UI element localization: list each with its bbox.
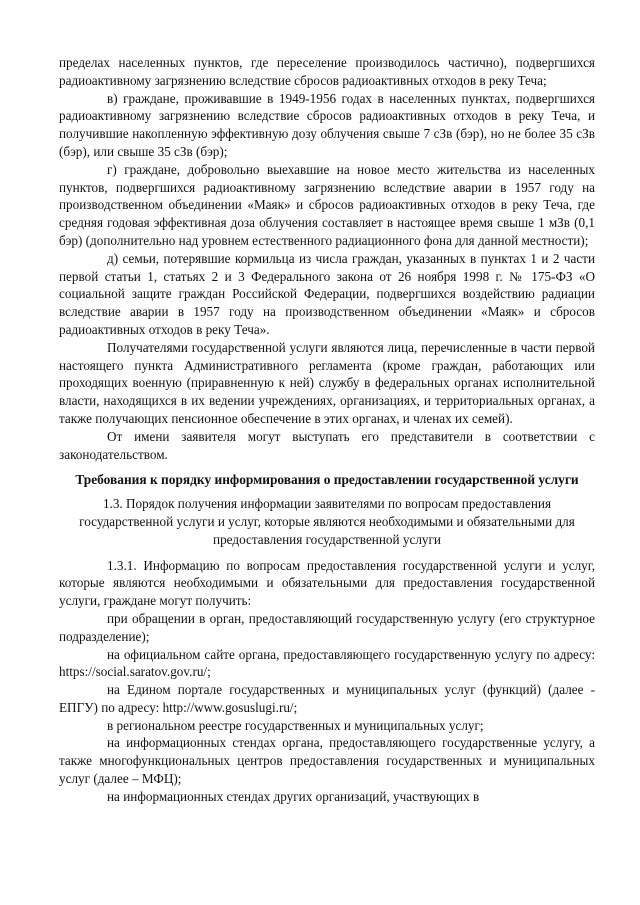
paragraph-1-3-1: 1.3.1. Информацию по вопросам предоставления государственной услуги и услуг, которые являются необходимыми и обязательными для предоставления государственной услуги, граждане могут получить: bbox=[59, 557, 595, 609]
paragraph-item-v: в) граждане, проживавшие в 1949-1956 годах в населенных пунктах, подвергшихся радиоактивному загрязнению вследствие сбросов радиоактивных отходов в реку Теча, и получившие накопленную эффективную дозу облучения свыше 7 сЗв (бэр), но не более 35 сЗв (бэр), или свыше 35 сЗв (бэр); bbox=[59, 90, 595, 159]
list-item-official-site: на официальном сайте органа, предоставляющего государственную услугу по адресу: https://social.saratov.gov.ru/; bbox=[59, 646, 595, 680]
section-heading: Требования к порядку информирования о предоставлении государственной услуги bbox=[75, 472, 579, 488]
list-item-epgu: на Едином портале государственных и муниципальных услуг (функций) (далее - ЕПГУ) по адресу: http://www.gosuslugi.ru/; bbox=[59, 682, 595, 715]
list-item-regional-registry: в региональном реестре государственных и муниципальных услуг; bbox=[107, 717, 484, 733]
paragraph-recipients: Получателями государственной услуги являются лица, перечисленные в части первой настоящего пункта Административного регламента (кроме граждан, работающих или проходящих военную (приравненную к ней) службу в федеральных органах исполнительной власти, находящихся в их ведении учреждениях, организациях, и территориальных органах, а также получающих пенсионное обеспечение в этих органах, и членах их семей). bbox=[59, 339, 595, 426]
paragraph-item-g: г) граждане, добровольно выехавшие на новое место жительства из населенных пунктов, подвергшихся радиоактивному загрязнению вследствие аварии в 1957 году на производственном объединении «Маяк» и сбросов радиоактивных отходов в реку Теча, где средняя годовая эффективная доза облучения составляет в настоящее время свыше 1 мЗв (0,1 бэр) (дополнительно над уровнем естественного радиационного фона для данной местности); bbox=[59, 161, 595, 248]
paragraph-continuation: пределах населенных пунктов, где переселение производилось частично), подвергшихся радиоактивному загрязнению вследствие сбросов радиоактивных отходов в реку Теча; bbox=[59, 55, 595, 88]
list-item-in-person: при обращении в орган, предоставляющий государственную услугу (его структурное подразделение); bbox=[59, 610, 595, 644]
paragraph-item-d: д) семьи, потерявшие кормильца из числа граждан, указанных в пунктах 1 и 2 части первой статьи 1, статьях 2 и 3 Федерального закона от 26 ноября 1998 г. № 175-ФЗ «О социальной защите граждан Российской Федерации, подвергшихся воздействию радиации вследствие аварии в 1957 году на производственном объединении «Маяк» и сбросов радиоактивных отходов в реку Теча». bbox=[59, 250, 595, 337]
subsection-heading: 1.3. Порядок получения информации заявителями по вопросам предоставления государственной услуги и услуг, которые являются необходимыми и обязательными для предоставления государственной услуги bbox=[79, 496, 575, 547]
list-item-info-stands: на информационных стендах органа, предоставляющего государственные услугу, а также многофункциональных центров предоставления государственных и муниципальных услуг (далее – МФЦ); bbox=[59, 735, 595, 787]
paragraph-representatives: От имени заявителя могут выступать его представители в соответствии с законодательством. bbox=[59, 428, 595, 462]
document-page bbox=[59, 54, 595, 806]
list-item-other-organizations: на информационных стендах других организаций, участвующих в bbox=[107, 788, 480, 804]
